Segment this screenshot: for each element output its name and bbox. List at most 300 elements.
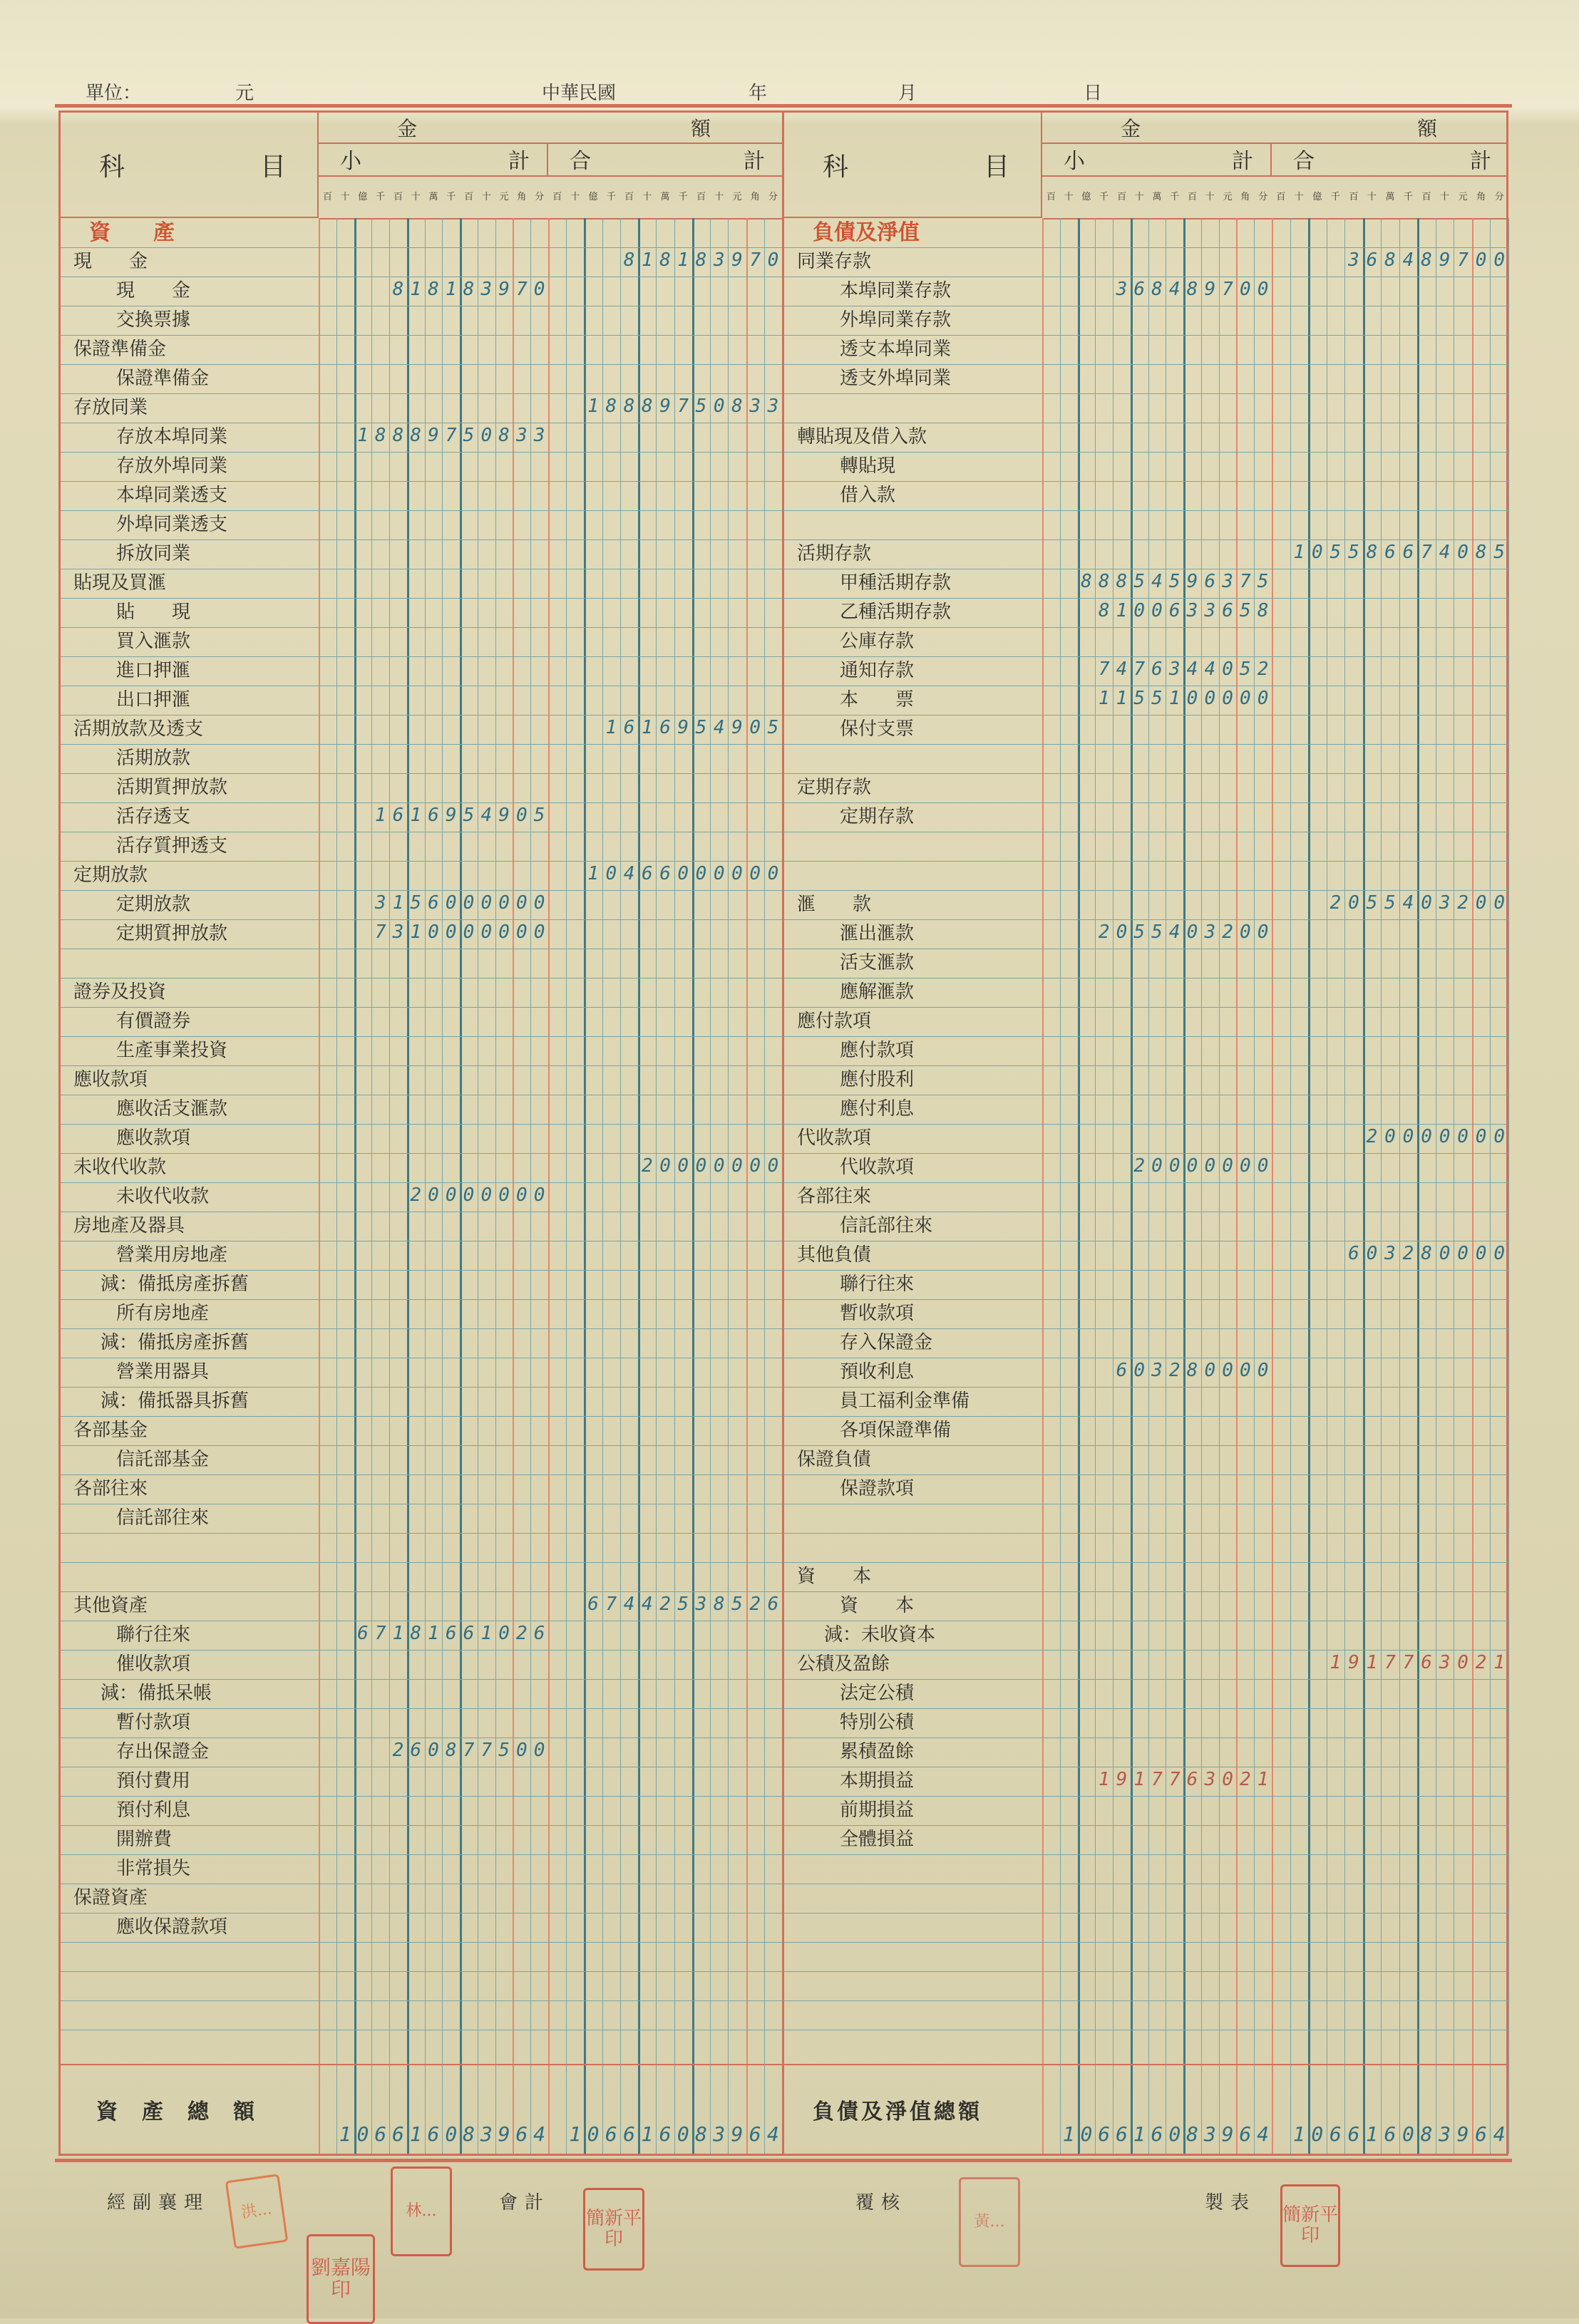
account-row: [784, 1153, 1508, 1183]
subtotal-char: 小: [340, 149, 361, 174]
account-label: 公積及盈餘: [797, 1653, 890, 1675]
account-label: 存放外埠同業: [116, 455, 228, 477]
digit-header: 元: [499, 192, 509, 202]
digit-header: 百: [393, 192, 403, 202]
amount-char: 額: [690, 117, 711, 140]
account-row: [784, 1504, 1508, 1534]
account-row: [61, 978, 782, 1008]
subtotal-amount: 7 4 7 6 3 4 4 0 5 2: [1098, 659, 1269, 680]
account-row: [61, 1708, 782, 1738]
account-row: [61, 423, 782, 453]
digit-column-headers: [548, 177, 782, 218]
subtotal-char: 小: [1064, 149, 1085, 174]
subtotal-amount: 1 9 1 7 7 6 3 0 2 1: [1098, 1769, 1269, 1790]
account-label: 活存質押透支: [116, 835, 228, 857]
liabilities-side: [782, 113, 1508, 2154]
account-row: [784, 393, 1508, 423]
account-row: [61, 715, 782, 745]
account-label: 應收活支滙款: [116, 1098, 228, 1120]
account-row: [784, 1328, 1508, 1358]
account-label: [797, 861, 1032, 890]
total-header: [548, 143, 782, 177]
account-label: 應收款項: [116, 1127, 191, 1149]
account-label: 營業用器具: [116, 1361, 210, 1383]
account-row: [784, 1095, 1508, 1125]
account-row: [61, 1124, 782, 1154]
account-row: [784, 539, 1508, 569]
digit-header: 千: [1330, 192, 1340, 202]
account-row: [784, 1124, 1508, 1154]
account-row: [784, 715, 1508, 745]
account-row: [61, 1504, 782, 1534]
subject-header-char: 科: [99, 152, 125, 182]
account-row: [784, 364, 1508, 394]
account-row: [784, 1358, 1508, 1388]
account-row: [784, 247, 1508, 277]
account-row: [784, 277, 1508, 306]
subtotal-amount: 6 0 3 2 8 0 0 0 0: [1116, 1360, 1269, 1381]
account-label: 法定公積: [840, 1683, 915, 1704]
digit-header: 百: [1116, 192, 1126, 202]
account-label: 減：備抵呆帳: [101, 1683, 212, 1704]
account-label: 應付股利: [840, 1069, 915, 1090]
account-row: [784, 510, 1508, 540]
day-suffix: 日: [1084, 83, 1103, 104]
subtotal-amount: 6 7 1 8 1 6 6 1 0 2 6: [357, 1623, 545, 1644]
account-row: [784, 1650, 1508, 1680]
total-amount: 6 0 3 2 8 0 0 0 0: [1348, 1243, 1505, 1264]
account-row: [784, 1767, 1508, 1797]
account-row: [61, 686, 782, 716]
account-label: 未收代收款: [73, 1157, 167, 1178]
account-label: 現 金: [73, 251, 148, 272]
account-label: 應付款項: [797, 1011, 872, 1032]
account-label: 聯行往來: [116, 1624, 191, 1646]
account-row: [61, 1854, 782, 1884]
account-row: [784, 1679, 1508, 1709]
subtotal-amount: 8 8 8 5 4 5 9 6 3 7 5: [1081, 571, 1269, 592]
digit-header: 分: [768, 192, 778, 202]
account-label: 前期損益: [840, 1799, 915, 1821]
account-label: 外埠同業透支: [116, 514, 228, 535]
digit-header: 元: [1458, 192, 1468, 202]
digit-column-headers: [319, 177, 548, 218]
account-label: 減：未收資本: [824, 1624, 936, 1646]
account-row: [61, 1913, 782, 1943]
account-row: [61, 1475, 782, 1504]
account-label: 存放本埠同業: [116, 426, 228, 448]
account-row: [61, 247, 782, 277]
total-amount: 1 9 1 7 7 6 3 0 2 1: [1329, 1652, 1505, 1673]
account-row: [61, 1591, 782, 1621]
amount-char: 金: [1121, 117, 1141, 140]
account-label: [797, 1884, 1032, 1913]
account-label: 其他負債: [797, 1244, 872, 1266]
digit-header: 十: [1205, 192, 1215, 202]
subtotal-amount: 1 1 5 5 1 0 0 0 0 0: [1098, 688, 1269, 709]
account-row: [61, 832, 782, 862]
subtotal-amount: 3 1 5 6 0 0 0 0 0 0: [374, 892, 545, 914]
total-char: 合: [570, 149, 591, 174]
account-row: [61, 744, 782, 774]
account-label: 定期放款: [116, 894, 191, 915]
account-row: [784, 481, 1508, 511]
account-label: 活支滙款: [840, 952, 915, 974]
account-row: [61, 277, 782, 306]
total-amount: 1 8 8 8 9 7 5 0 8 3 3: [587, 396, 779, 417]
account-row: [61, 364, 782, 394]
account-label: 乙種活期存款: [840, 601, 952, 623]
digit-header: 角: [750, 192, 760, 202]
account-row: [784, 1737, 1508, 1767]
account-label: 預收利息: [840, 1361, 915, 1383]
subject-header: [61, 113, 319, 218]
account-row: [61, 569, 782, 599]
account-label: 開辦費: [116, 1829, 173, 1850]
account-label: 保證負債: [797, 1449, 872, 1470]
account-label: 預付利息: [116, 1799, 191, 1821]
total-amount: 2 0 0 0 0 0 0 0: [641, 1155, 779, 1177]
account-label: [73, 1971, 309, 2000]
account-label: 應解滙款: [840, 981, 915, 1003]
account-row: [61, 1971, 782, 2001]
account-label: 保證資產: [73, 1887, 148, 1909]
account-row: [61, 773, 782, 803]
account-row: [61, 2000, 782, 2030]
account-row: [61, 1095, 782, 1125]
account-row: [784, 1533, 1508, 1563]
account-label: 信託部往來: [840, 1215, 933, 1236]
account-row: [61, 1270, 782, 1300]
account-row: [61, 1737, 782, 1767]
account-label: [73, 2000, 309, 2030]
account-row: [61, 949, 782, 978]
account-row: [784, 773, 1508, 803]
account-label: [797, 1504, 1032, 1533]
account-row: [61, 1679, 782, 1709]
account-label: 減：備抵房產拆舊: [101, 1332, 250, 1353]
account-row: [784, 1445, 1508, 1475]
digit-column-headers: [1272, 177, 1508, 218]
account-row: [784, 1212, 1508, 1241]
account-row: [61, 1036, 782, 1066]
digit-header: 百: [1188, 192, 1198, 202]
subject-header: [784, 113, 1042, 218]
amount-title: [1042, 113, 1508, 144]
account-row: [61, 802, 782, 832]
digit-header: 分: [1494, 192, 1504, 202]
account-label: 證券及投資: [73, 981, 167, 1003]
digit-header: 百: [552, 192, 562, 202]
grand-total-row: [784, 2064, 1508, 2157]
account-row: [61, 539, 782, 569]
account-label: 保付支票: [840, 718, 915, 740]
seal-stamp: 簡新平印: [1280, 2184, 1340, 2267]
account-label: 特別公積: [840, 1712, 915, 1733]
grand-total-amount: 1 0 6 6 1 6 0 8 3 9 6 4: [1292, 2122, 1506, 2146]
digit-header: 十: [340, 192, 350, 202]
account-row: [61, 306, 782, 336]
account-row: [784, 656, 1508, 686]
account-label: 本埠同業存款: [840, 280, 952, 301]
account-label: 活期放款: [116, 748, 191, 769]
digit-header: 角: [517, 192, 527, 202]
digit-header: 十: [1064, 192, 1074, 202]
month-suffix: 月: [898, 83, 917, 104]
account-label: 應收保證款項: [116, 1916, 228, 1938]
account-row: [61, 627, 782, 657]
subtotal-amount: 2 6 0 8 7 7 5 0 0: [392, 1740, 545, 1761]
subtotal-amount: 1 8 8 8 9 7 5 0 8 3 3: [357, 425, 545, 446]
amount-title: [319, 113, 782, 144]
section-title: 負債及淨值: [813, 220, 920, 245]
subtotal-char: 計: [508, 149, 530, 174]
digit-header: 十: [1367, 192, 1377, 202]
subtotal-amount: 1 6 1 6 9 5 4 9 0 5: [374, 805, 545, 826]
account-row: [61, 656, 782, 686]
digit-header: 千: [1099, 192, 1109, 202]
digit-header: 百: [1046, 192, 1056, 202]
account-label: [73, 1942, 309, 1971]
account-label: [73, 949, 309, 978]
grand-total-amount: 1 0 6 6 1 6 0 8 3 9 6 4: [339, 2122, 545, 2146]
account-label: 現 金: [116, 280, 191, 301]
digit-header: 百: [1349, 192, 1359, 202]
account-row: [784, 919, 1508, 949]
digit-header: 十: [1440, 192, 1450, 202]
digit-header: 十: [642, 192, 652, 202]
account-label: 各項保證準備: [840, 1420, 952, 1441]
account-row: [61, 1767, 782, 1797]
account-row: [784, 832, 1508, 862]
account-label: 定期放款: [73, 864, 148, 886]
account-row: [784, 1621, 1508, 1651]
account-label: 存放同業: [73, 397, 148, 418]
account-row: [61, 1825, 782, 1855]
digit-header: 萬: [660, 192, 670, 202]
account-label: 應收款項: [73, 1069, 148, 1090]
total-amount: 1 6 1 6 9 5 4 9 0 5: [605, 717, 779, 738]
digit-header: 千: [606, 192, 616, 202]
account-row: [784, 1913, 1508, 1943]
account-label: 代收款項: [797, 1127, 872, 1149]
account-label: 活存透支: [116, 806, 191, 827]
account-label: 暫付款項: [116, 1712, 191, 1733]
account-label: [797, 1942, 1032, 1971]
account-label: 公庫存款: [840, 631, 915, 652]
account-row: [784, 1562, 1508, 1592]
account-row: [784, 1591, 1508, 1621]
preparer-signature-label: 製表: [1205, 2192, 1257, 2214]
grand-total-row: [61, 2064, 782, 2157]
digit-header: 億: [358, 192, 368, 202]
account-label: 暫收款項: [840, 1303, 915, 1324]
amount-header: [319, 113, 782, 220]
account-label: 定期質押放款: [116, 923, 228, 944]
account-label: 滙出滙款: [840, 923, 915, 944]
account-label: 定期存款: [840, 806, 915, 827]
account-row: [784, 627, 1508, 657]
account-label: 本 票: [840, 689, 915, 711]
account-row: [784, 1182, 1508, 1212]
account-label: 貼現及買滙: [73, 572, 167, 594]
account-row: [61, 481, 782, 511]
subtotal-amount: 8 1 0 0 6 3 3 6 5 8: [1098, 600, 1269, 621]
account-label: [797, 510, 1032, 539]
account-label: 本期損益: [840, 1770, 915, 1792]
digit-header: 千: [678, 192, 688, 202]
section-title: 資 產: [89, 220, 175, 245]
account-row: [784, 1825, 1508, 1855]
digit-header: 百: [322, 192, 332, 202]
total-amount: 1 0 4 6 6 0 0 0 0 0 0: [587, 863, 779, 884]
account-row: [784, 2000, 1508, 2030]
total-char: 合: [1293, 149, 1315, 174]
digit-header: 千: [446, 192, 456, 202]
digit-header: 百: [464, 192, 474, 202]
account-label: 各部基金: [73, 1420, 148, 1441]
digit-header: 百: [624, 192, 634, 202]
account-row: [61, 1153, 782, 1183]
account-row: [61, 1387, 782, 1417]
account-row: [784, 1854, 1508, 1884]
account-row: [61, 919, 782, 949]
account-label: 保證準備金: [73, 339, 167, 360]
grand-total-label: 資產總額: [96, 2100, 279, 2124]
account-row: [61, 1212, 782, 1241]
account-label: [797, 1533, 1032, 1562]
unit-label: 單位：: [86, 83, 142, 104]
digit-header: 萬: [428, 192, 438, 202]
account-label: 減：備抵房產拆舊: [101, 1274, 250, 1295]
account-label: 外埠同業存款: [840, 309, 952, 331]
digit-header: 百: [696, 192, 706, 202]
account-row: [61, 393, 782, 423]
total-amount: 2 0 5 5 4 0 3 2 0 0: [1329, 892, 1505, 914]
account-row: [61, 1007, 782, 1037]
subject-header-char: 科: [823, 152, 849, 182]
amount-char: 金: [397, 117, 418, 140]
account-row: [784, 306, 1508, 336]
seal-stamp: 林...: [391, 2167, 452, 2256]
account-row: [784, 598, 1508, 628]
account-label: 資 本: [840, 1595, 915, 1616]
total-char: 計: [1470, 149, 1491, 174]
account-label: [797, 2000, 1032, 2030]
digit-column-headers: [1042, 177, 1272, 218]
account-row: [61, 510, 782, 540]
account-row: [784, 890, 1508, 920]
account-row: [61, 1562, 782, 1592]
account-label: 活期存款: [797, 543, 872, 564]
unit-value: 元: [235, 83, 254, 104]
digit-header: 十: [1294, 192, 1304, 202]
seal-stamp: 簡新平印: [583, 2188, 644, 2271]
account-label: 通知存款: [840, 660, 915, 681]
account-label: 甲種活期存款: [840, 572, 952, 594]
account-label: 員工福利金準備: [840, 1390, 970, 1412]
account-row: [61, 1884, 782, 1914]
account-label: 借入款: [840, 485, 896, 506]
account-label: 轉貼現: [840, 455, 896, 477]
account-row: [61, 1942, 782, 1972]
account-label: 累積盈餘: [840, 1741, 915, 1762]
subject-header-char: 目: [983, 152, 1009, 182]
account-label: 貼 現: [116, 601, 191, 623]
account-label: [797, 832, 1032, 861]
account-row: [784, 1884, 1508, 1914]
subtotal-char: 計: [1232, 149, 1253, 174]
digit-header: 元: [732, 192, 742, 202]
account-label: 拆放同業: [116, 543, 191, 564]
account-label: 出口押滙: [116, 689, 191, 711]
seal-stamp: 黃...: [959, 2177, 1020, 2267]
account-label: [73, 1533, 309, 1562]
digit-header: 億: [1081, 192, 1091, 202]
account-row: [784, 1270, 1508, 1300]
account-row: [61, 1533, 782, 1563]
account-label: 未收代收款: [116, 1186, 210, 1207]
subject-header-char: 目: [259, 152, 286, 182]
account-label: 其他資產: [73, 1595, 148, 1616]
subtotal-amount: 7 3 1 0 0 0 0 0 0 0: [374, 921, 545, 943]
account-label: 減：備抵器具拆舊: [101, 1390, 250, 1412]
date-label: 中華民國: [542, 83, 617, 104]
account-label: 進口押滙: [116, 660, 191, 681]
account-label: 透支外埠同業: [840, 368, 952, 389]
assets-side: [61, 113, 782, 2154]
account-row: [784, 1708, 1508, 1738]
account-label: 本埠同業透支: [116, 485, 228, 506]
account-row: [784, 1387, 1508, 1417]
account-label: 所有房地產: [116, 1303, 210, 1324]
account-row: [784, 1971, 1508, 2001]
account-label: 存出保證金: [116, 1741, 210, 1762]
account-row: [784, 423, 1508, 453]
section-title-row: [784, 218, 1508, 248]
account-row: [61, 1416, 782, 1446]
account-row: [61, 1065, 782, 1095]
account-label: 信託部往來: [116, 1507, 210, 1529]
account-label: 保證款項: [840, 1478, 915, 1499]
digit-header: 元: [1223, 192, 1233, 202]
digit-header: 千: [1170, 192, 1180, 202]
year-suffix: 年: [749, 83, 768, 104]
account-row: [61, 452, 782, 482]
subtotal-header: [1042, 143, 1272, 177]
digit-header: 億: [588, 192, 598, 202]
subtotal-amount: 8 1 8 1 8 3 9 7 0: [392, 279, 545, 300]
account-label: [797, 393, 1032, 423]
account-label: 透支本埠同業: [840, 339, 952, 360]
account-row: [784, 1299, 1508, 1329]
account-row: [784, 1475, 1508, 1504]
digit-header: 萬: [1385, 192, 1395, 202]
account-label: 有價證券: [116, 1011, 191, 1032]
account-row: [61, 890, 782, 920]
account-row: [784, 1942, 1508, 1972]
digit-header: 億: [1312, 192, 1322, 202]
account-label: 存入保證金: [840, 1332, 933, 1353]
account-label: [797, 744, 1032, 773]
account-label: [797, 1913, 1032, 1942]
account-label: 各部往來: [73, 1478, 148, 1499]
account-label: [797, 1854, 1032, 1884]
account-row: [784, 686, 1508, 716]
digit-header: 十: [714, 192, 724, 202]
digit-header: 分: [1258, 192, 1268, 202]
seal-stamp: 洪...: [225, 2174, 289, 2249]
